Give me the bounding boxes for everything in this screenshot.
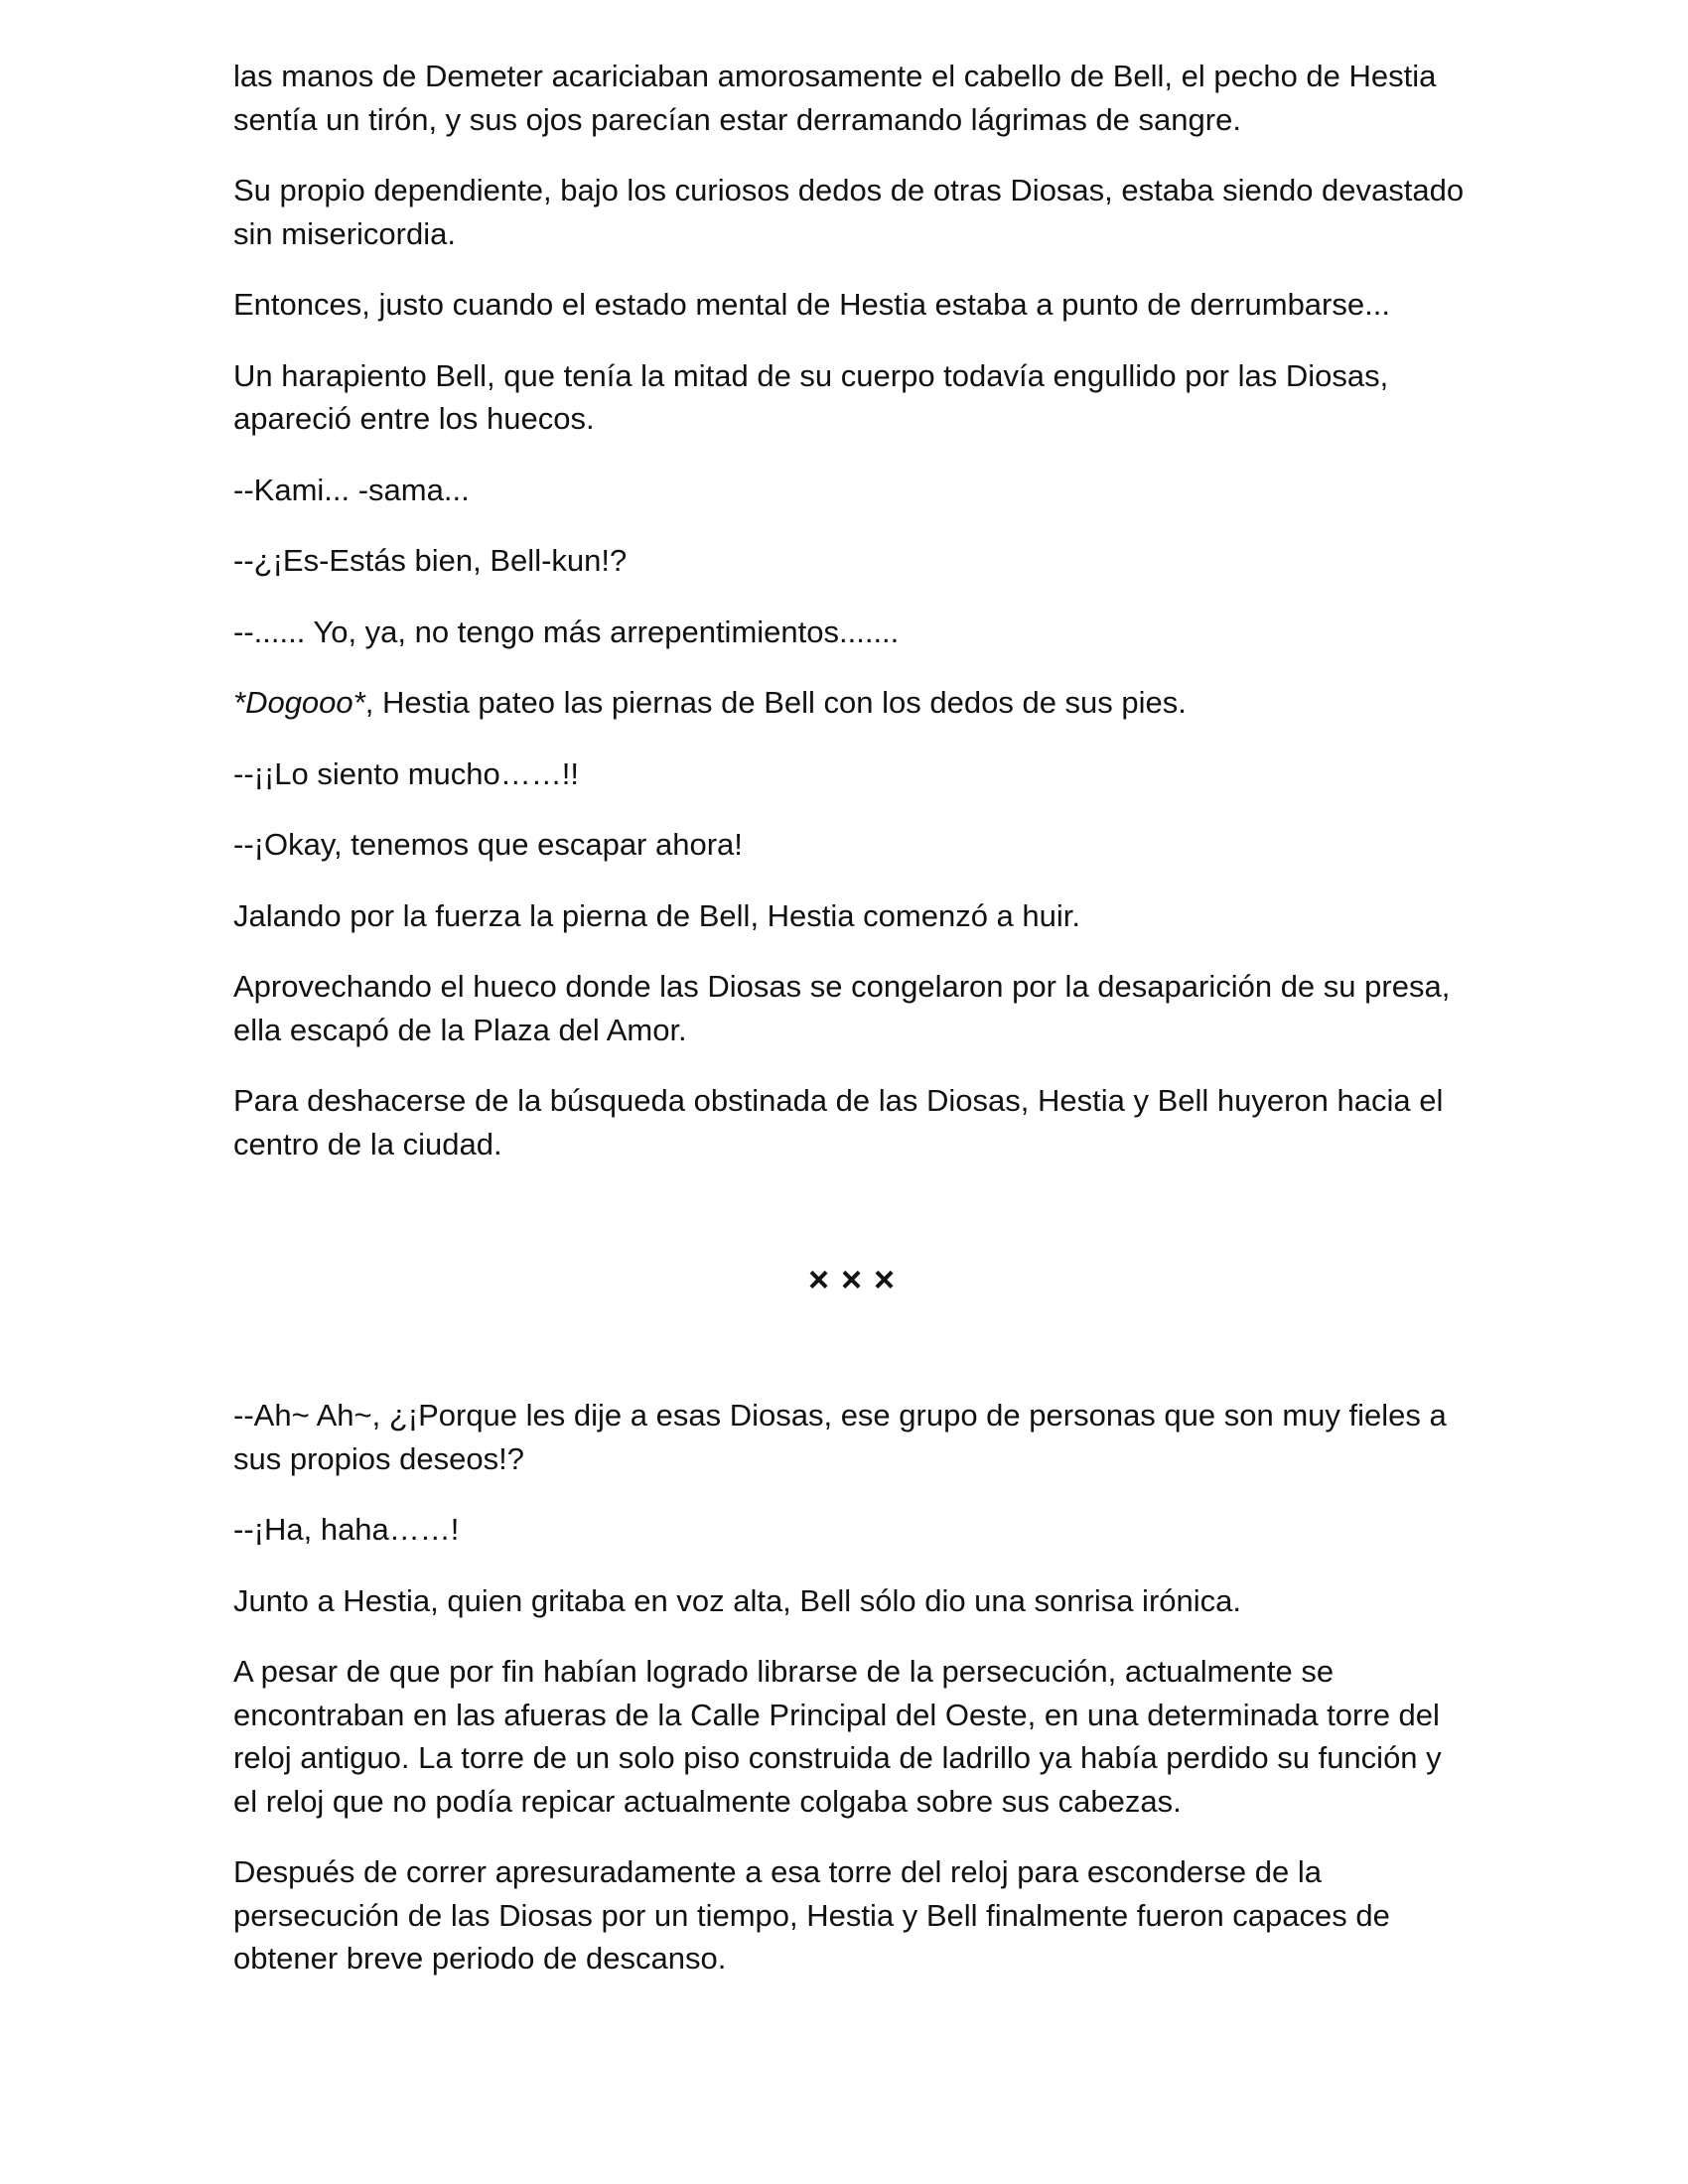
- paragraph: Después de correr apresuradamente a esa torre del reloj para esconderse de la persecución de las Diosas por un tiempo, Hestia y Bell finalmente fueron capaces de obtener breve periodo de descanso.: [233, 1854, 1390, 1976]
- paragraph-rest: , Hestia pateo las piernas de Bell con los dedos de sus pies.: [364, 685, 1187, 720]
- dialogue-line: --...... Yo, ya, no tengo más arrepentimientos.......: [233, 614, 900, 649]
- paragraph: Entonces, justo cuando el estado mental de Hestia estaba a punto de derrumbarse...: [233, 287, 1390, 322]
- dialogue-line: --¡¡Lo siento mucho……!!: [233, 755, 579, 791]
- paragraph: A pesar de que por fin habían logrado librarse de la persecución, actualmente se encontraban en las afueras de la Calle Principal del Oeste, en una determinada torre del reloj antiguo. La torre de un solo piso construida de ladrillo ya había perdido su función y el reloj que no podía repicar actualmente colgaba sobre sus cabezas.: [233, 1654, 1442, 1819]
- paragraph-dogooo: [233, 681, 1470, 725]
- paragraph: Junto a Hestia, quien gritaba en voz alta, Bell sólo dio una sonrisa irónica.: [233, 1582, 1241, 1618]
- paragraph: Su propio dependiente, bajo los curiosos dedos de otras Diosas, estaba siendo devastado sin misericordia.: [233, 173, 1465, 251]
- paragraph: Jalando por la fuerza la pierna de Bell, Hestia comenzó a huir.: [233, 897, 1080, 933]
- paragraph: las manos de Demeter acariciaban amorosamente el cabello de Bell, el pecho de Hestia sentía un tirón, y sus ojos parecían estar derramando lágrimas de sangre.: [233, 59, 1437, 137]
- separator-marks: ×××: [807, 1259, 908, 1299]
- dialogue-line: --Kami... -sama...: [233, 472, 470, 507]
- text-column: [233, 55, 1470, 2008]
- dialogue-line: --Ah~ Ah~, ¿¡Porque les dije a esas Diosas, ese grupo de personas que son muy fieles a sus propios deseos!?: [233, 1398, 1447, 1476]
- paragraph: Para deshacerse de la búsqueda obstinada de las Diosas, Hestia y Bell huyeron hacia el centro de la ciudad.: [233, 1083, 1444, 1161]
- section-separator: [233, 1260, 1470, 1299]
- dialogue-line: --¿¡Es-Estás bien, Bell-kun!?: [233, 543, 628, 578]
- dialogue-line: --¡Okay, tenemos que escapar ahora!: [233, 827, 743, 862]
- paragraph: Aprovechando el hueco donde las Diosas se congelaron por la desaparición de su presa, ella escapó de la Plaza del Amor.: [233, 969, 1451, 1047]
- dialogue-line: --¡Ha, haha……!: [233, 1512, 460, 1547]
- paragraph: Un harapiento Bell, que tenía la mitad de su cuerpo todavía engullido por las Diosas, apareció entre los huecos.: [233, 357, 1389, 436]
- sound-effect-text: *Dogooo*: [233, 685, 365, 720]
